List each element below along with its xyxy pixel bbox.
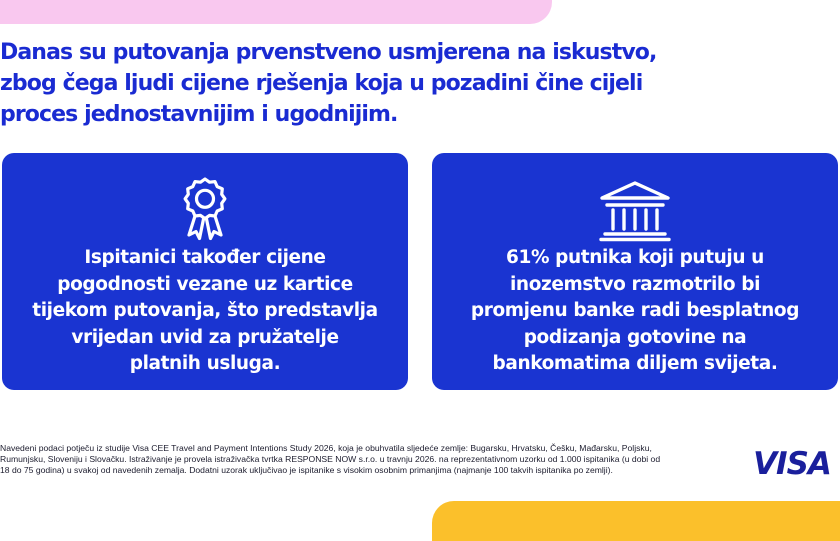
visa-logo-text: VISA bbox=[753, 446, 831, 480]
top-pink-accent bbox=[0, 0, 552, 24]
award-ribbon-icon bbox=[175, 176, 235, 242]
footnote: Navedeni podaci potječu iz studije Visa CEE Travel and Payment Intentions Study 2026, koja je obuhvatila sljedeće zemlje: Bugarsku, Hrvatsku, Češku, Mađarsku, Poljsku, Rumunjsku, Sloveniju i Slovačku. Istraživanje je provela istraživačka tvrtka RESPONSE NOW s.r.o. u travnju 2026. na reprezentativnom uzorku od 1.000 ispitanika (u dobi od 18 do 75 godina) u svakoj od navedenih zemalja. Dodatni uzorak uključivao je ispitanike s visokim osobnim primanjima (najmanje 100 takvih ispitanika po zemlji). bbox=[0, 443, 661, 475]
headline-line: Danas su putovanja prvenstveno usmjerena na iskustvo, bbox=[0, 40, 657, 65]
headline bbox=[0, 37, 760, 130]
visa-logo bbox=[746, 444, 838, 480]
headline-line: zbog čega ljudi cijene rješenja koja u pozadini čine cijeli bbox=[0, 71, 643, 96]
bottom-yellow-accent bbox=[432, 501, 840, 541]
bank-building-icon bbox=[598, 180, 672, 242]
card-text: Ispitanici također cijene pogodnosti vezane uz kartice tijekom putovanja, što predstavlja vrijedan uvid za pružatelje platnih usluga. bbox=[32, 247, 378, 374]
card-text: 61% putnika koji putuju u inozemstvo razmotrilo bi promjenu banke radi besplatnog podizanja gotovine na bankomatima diljem svijeta. bbox=[470, 247, 800, 374]
info-card-card-benefits bbox=[2, 153, 408, 390]
headline-line: proces jednostavnijim i ugodnijim. bbox=[0, 102, 398, 127]
info-card-bank-switch bbox=[432, 153, 838, 390]
